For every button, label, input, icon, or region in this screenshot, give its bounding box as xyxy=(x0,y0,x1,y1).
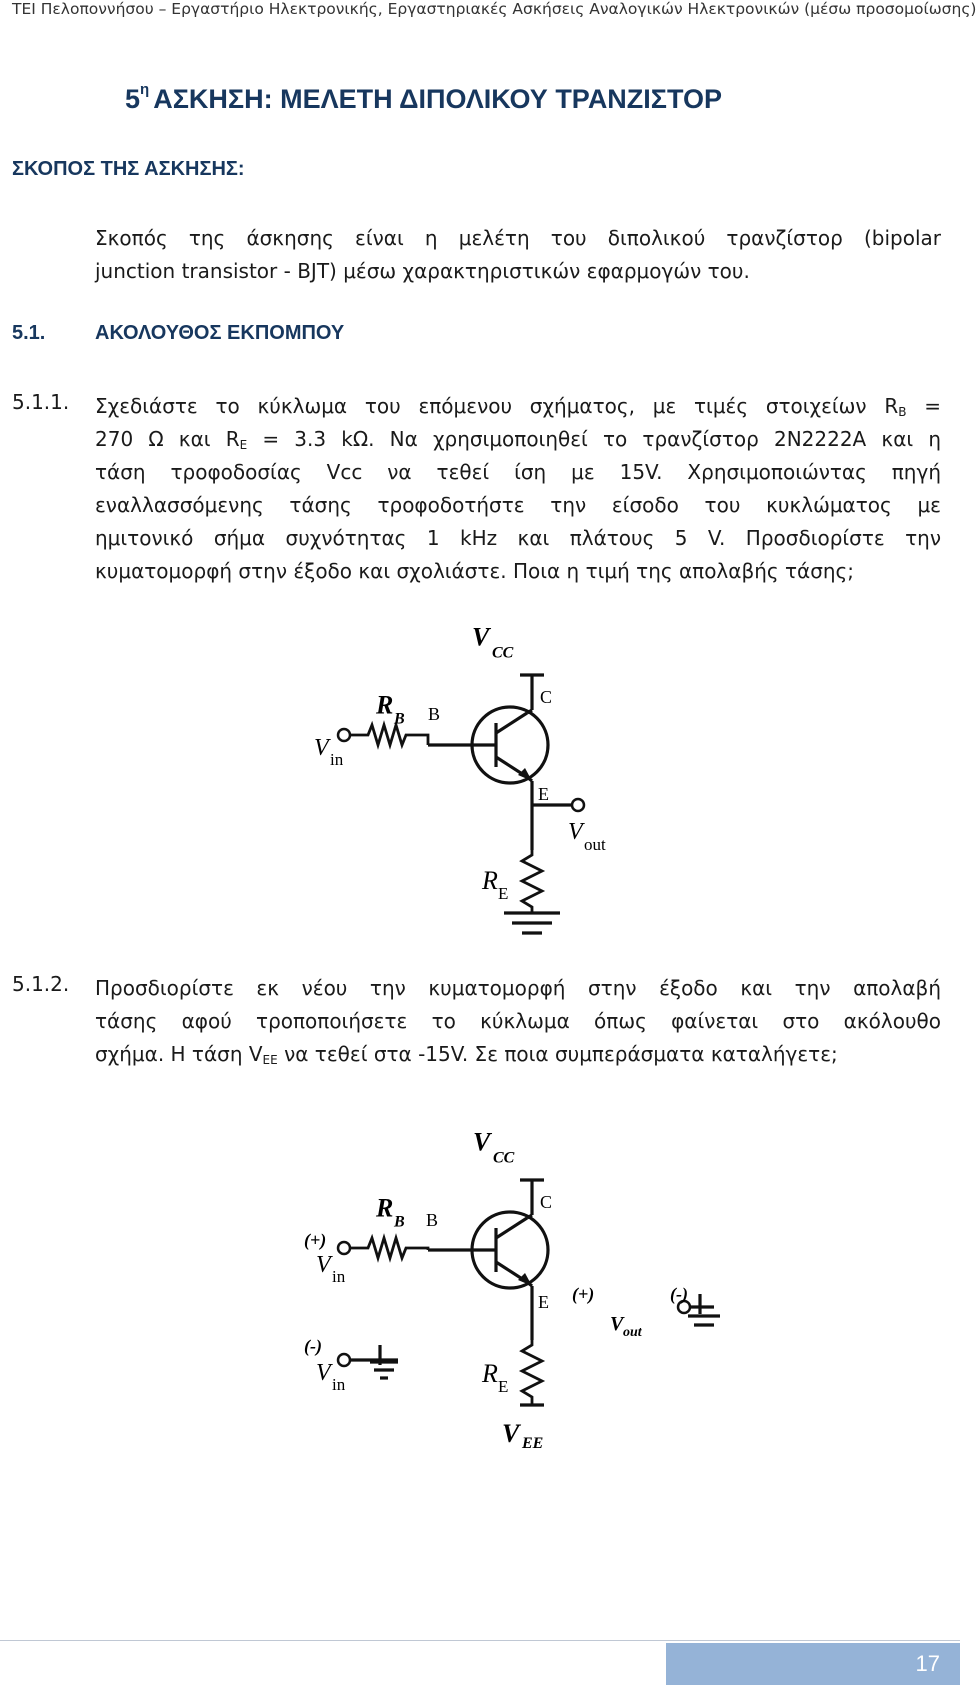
c2-vee-label: V xyxy=(502,1419,520,1448)
title-text: ΑΣΚΗΣΗ: ΜΕΛΕΤΗ ΔΙΠΟΛΙΚΟΥ ΤΡΑΝΖΙΣΤΟΡ xyxy=(153,84,723,114)
emitter-follower-dual-supply-circuit xyxy=(300,1127,770,1470)
task2-line-3-sub: EE xyxy=(262,1053,278,1067)
c2-vin2-sub: in xyxy=(332,1375,346,1394)
task1-line-6: κυματομορφή στην έξοδο και σχολιάστε. Ποια η τιμή της απολαβής τάσης; xyxy=(95,559,855,583)
vcc-sub: CC xyxy=(492,644,514,662)
footer-rule xyxy=(0,1640,960,1641)
task2-line-3-tail: να τεθεί στα -15V. Σε ποια συμπεράσματα καταλήγετε; xyxy=(277,1042,838,1066)
task2-line-3-text: σχήμα. Η τάση V xyxy=(95,1042,263,1066)
c2-pin-c-label: C xyxy=(540,1192,553,1212)
pin-e-label: E xyxy=(538,784,549,804)
c2-vcc-label: V xyxy=(473,1127,491,1157)
c2-vin-sub: in xyxy=(332,1267,346,1286)
emitter-follower-circuit xyxy=(314,622,640,945)
rb-sub: B xyxy=(394,710,405,728)
c2-vee-sub: EE xyxy=(522,1435,544,1452)
task1-line-2-tail: = 3.3 kΩ. Να χρησιμοποιηθεί το τρανζίστορ 2N2222A και η xyxy=(247,427,941,451)
c2-vin-plus: (+) xyxy=(304,1230,327,1250)
re-label: R xyxy=(482,866,498,895)
c2-rb-sub: B xyxy=(394,1213,405,1231)
task1-line-5: ημιτονικό σήμα συχνότητας 1 kHz και πλάτους 5 V. Προσδιορίστε την xyxy=(95,526,941,550)
c2-vin-label: V xyxy=(316,1252,331,1278)
scope-heading: ΣΚΟΠΟΣ ΤΗΣ ΑΣΚΗΣΗΣ: xyxy=(12,158,245,180)
c2-re-sub: E xyxy=(498,1377,509,1396)
task2-line-2: τάσης αφού τροποποιήσετε το κύκλωμα όπως φαίνεται στο ακόλουθο xyxy=(95,1009,941,1033)
re-sub: E xyxy=(498,884,509,903)
scope-line-2: junction transistor - BJT) μέσω χαρακτηριστικών εφαρμογών του. xyxy=(95,259,750,283)
task1-line-2-sub: E xyxy=(239,438,248,452)
c2-pin-b-label: B xyxy=(426,1210,439,1230)
c2-out-minus: (-) xyxy=(670,1284,688,1304)
task1-line-4: εναλλασσόμενης τάσης τροφοδοτήστε την είσοδο του κυκλώματος με xyxy=(95,493,941,517)
task1-line-3: τάση τροφοδοσίας Vcc να τεθεί ίση με 15V. Χρησιμοποιώντας πηγή xyxy=(95,460,941,484)
page-header: ΤΕΙ Πελοποννήσου – Εργαστήριο Ηλεκτρονικής, Εργαστηριακές Ασκήσεις Αναλογικών Ηλεκτρονικών (μέσω προσομοίωσης) xyxy=(12,0,976,18)
scope-line-1: Σκοπός της άσκησης είναι η μελέτη του διπολικού τρανζίστορ (bipolar xyxy=(95,226,941,250)
rb-label: R xyxy=(376,690,394,720)
c2-rb-label: R xyxy=(376,1193,394,1223)
vin-sub: in xyxy=(330,750,344,769)
vin-label: V xyxy=(314,735,329,761)
c2-vcc-sub: CC xyxy=(493,1149,515,1167)
title-number: 5 xyxy=(125,84,141,114)
pin-c-label: C xyxy=(540,687,553,707)
task1-line-1-tail: = xyxy=(906,394,941,418)
c2-vin-minus: (-) xyxy=(304,1336,322,1356)
task1-line-1-sub: B xyxy=(898,405,907,419)
section-number: 5.1. xyxy=(12,322,46,344)
c2-re-label: R xyxy=(482,1359,498,1388)
vout-label: V xyxy=(568,819,583,845)
task1-line-2-text: 270 Ω και R xyxy=(95,427,240,451)
c2-vin2-label: V xyxy=(316,1360,331,1386)
task1-number: 5.1.1. xyxy=(12,390,70,414)
c2-e-plus: (+) xyxy=(572,1284,595,1304)
task2-line-3 xyxy=(95,1038,941,1077)
title-superscript: η xyxy=(140,81,150,98)
section-heading xyxy=(12,322,345,345)
vcc-label: V xyxy=(472,622,490,652)
vout-sub: out xyxy=(584,835,606,854)
task2-number: 5.1.2. xyxy=(12,972,70,996)
page-title xyxy=(125,81,723,115)
task2-line-1: Προσδιορίστε εκ νέου την κυματομορφή στην έξοδο και την απολαβή xyxy=(95,976,941,1000)
pin-b-label: B xyxy=(428,704,441,724)
c2-pin-e-label: E xyxy=(538,1292,549,1312)
c2-vout-label: V xyxy=(610,1313,624,1335)
section-title: ΑΚΟΛΟΥΘΟΣ ΕΚΠΟΜΠΟΥ xyxy=(95,322,345,344)
page-number: 17 xyxy=(915,1651,940,1676)
c2-vout-sub: out xyxy=(623,1325,642,1340)
task1-line-1-text: Σχεδιάστε το κύκλωμα του επόμενου σχήματος, με τιμές στοιχείων R xyxy=(95,394,899,418)
